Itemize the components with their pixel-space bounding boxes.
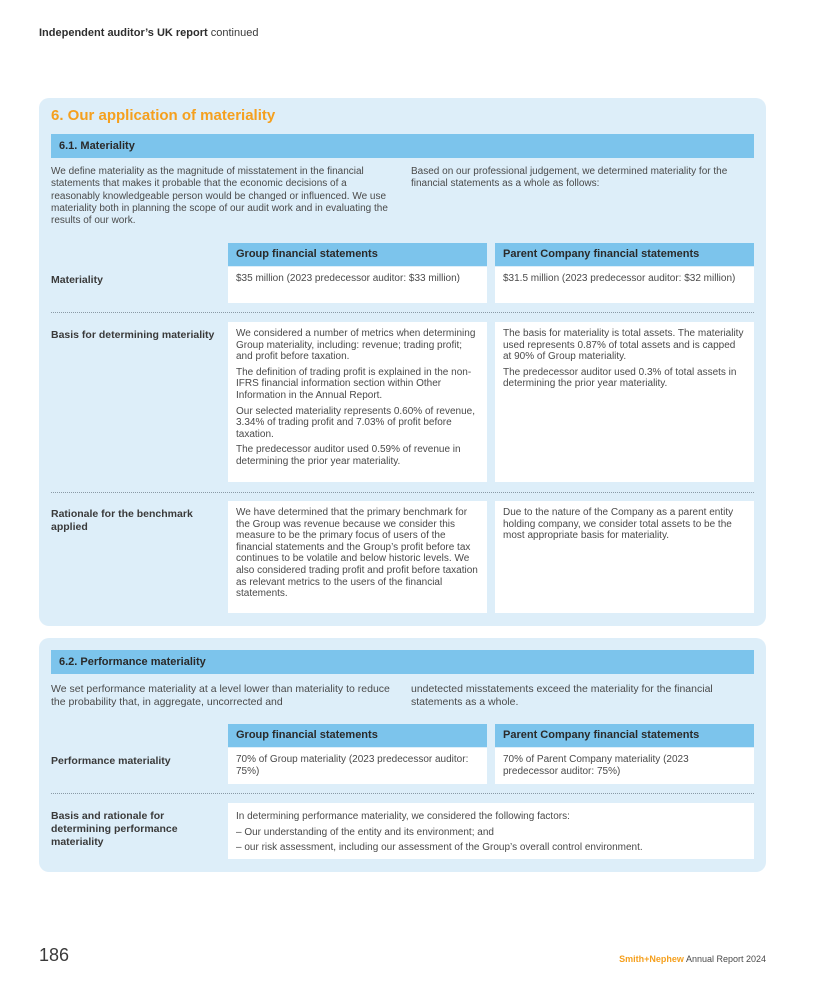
cell-text: The basis for materiality is total assets. The materiality used represents 0.87% of total assets and is capped at 90% of Group materiality. [503, 328, 744, 363]
cell-text: 70% of Group materiality (2023 predecessor auditor: 75%) [236, 754, 469, 777]
performance-group-cell [228, 748, 487, 784]
column-header-parent: Parent Company financial statements [495, 243, 754, 266]
performance-intro-right: undetected misstatements exceed the materiality for the financial statements as a whole. [411, 683, 713, 708]
cell-text: The definition of trading profit is explained in the non-IFRS financial information section within Other Information in the Annual Report. [236, 366, 472, 401]
performance-materiality-panel [39, 638, 766, 872]
materiality-parent-cell [495, 267, 754, 303]
factor-bullet: – Our understanding of the entity and its environment; and [236, 825, 746, 841]
page-number: 186 [39, 945, 70, 965]
column-header-parent: Parent Company financial statements [495, 724, 754, 747]
performance-basis-cell [228, 803, 754, 859]
row-label-basis-rationale: Basis and rationale for determining performance materiality [51, 810, 178, 848]
materiality-intro-left: We define materiality as the magnitude of misstatement in the financial statements that makes it probable that the economic decisions of a reasonably knowledgeable person would be changed or influenced. We use materiality both in planning the scope of our audit work and in evaluating the results of our work. [51, 166, 388, 227]
row-divider [51, 492, 754, 493]
column-header-group: Group financial statements [228, 243, 487, 266]
running-header-suffix: continued [210, 27, 259, 39]
row-label-performance-materiality: Performance materiality [51, 755, 171, 767]
running-header-title: Independent auditor’s UK report [39, 27, 208, 39]
publication-title: Annual Report 2024 [685, 954, 766, 964]
row-divider [51, 793, 754, 794]
rationale-group-cell [228, 501, 487, 613]
factor-bullet: – our risk assessment, including our assessment of the Group’s overall control environment. [236, 840, 746, 856]
column-header-group: Group financial statements [228, 724, 487, 747]
running-header [39, 27, 258, 39]
performance-subheading: 6.2. Performance materiality [51, 650, 754, 674]
materiality-panel [39, 98, 766, 626]
factors-lead: In determining performance materiality, we considered the following factors: [236, 811, 570, 822]
performance-intro-left: We set performance materiality at a level lower than materiality to reduce the probability that, in aggregate, uncorrected and [51, 683, 390, 708]
basis-parent-cell [495, 322, 754, 482]
cell-text: We have determined that the primary benchmark for the Group was revenue because we consider this measure to be the primary focus of users of the financial statements and the Group’s profit before tax continues to be volatile and below historic levels. We also considered trading profit and profit before taxation as relevant metrics to the users of the financial statements. [236, 507, 478, 600]
cell-text: $35 million (2023 predecessor auditor: $33 million) [236, 273, 461, 284]
cell-text: $31.5 million (2023 predecessor auditor: $32 million) [503, 273, 736, 284]
cell-text: The predecessor auditor used 0.3% of total assets in determining the prior year materiality. [503, 366, 737, 390]
basis-group-cell [228, 322, 487, 482]
row-label-basis: Basis for determining materiality [51, 329, 215, 341]
cell-text: 70% of Parent Company materiality (2023 predecessor auditor: 75%) [503, 754, 689, 777]
rationale-parent-cell [495, 501, 754, 613]
row-divider [51, 312, 754, 313]
footer [619, 954, 766, 964]
materiality-group-cell [228, 267, 487, 303]
cell-text: The predecessor auditor used 0.59% of revenue in determining the prior year materiality. [236, 444, 461, 467]
cell-text: Due to the nature of the Company as a parent entity holding company, we consider total assets to be the most appropriate basis for materiality. [503, 507, 734, 542]
row-label-rationale: Rationale for the benchmark applied [51, 508, 193, 533]
brand-name: Smith+Nephew [619, 954, 684, 964]
row-label-materiality: Materiality [51, 274, 103, 286]
cell-text: Our selected materiality represents 0.60% of revenue, 3.34% of trading profit and 7.03% of profit before taxation. [236, 405, 476, 440]
section-title: 6. Our application of materiality [51, 107, 276, 124]
materiality-subheading: 6.1. Materiality [51, 134, 754, 158]
performance-parent-cell [495, 748, 754, 784]
materiality-intro-right: Based on our professional judgement, we determined materiality for the financial statements as a whole as follows: [411, 166, 728, 190]
cell-text: We considered a number of metrics when determining Group materiality, including: revenue; trading profit; and profit before taxation. [236, 328, 476, 363]
